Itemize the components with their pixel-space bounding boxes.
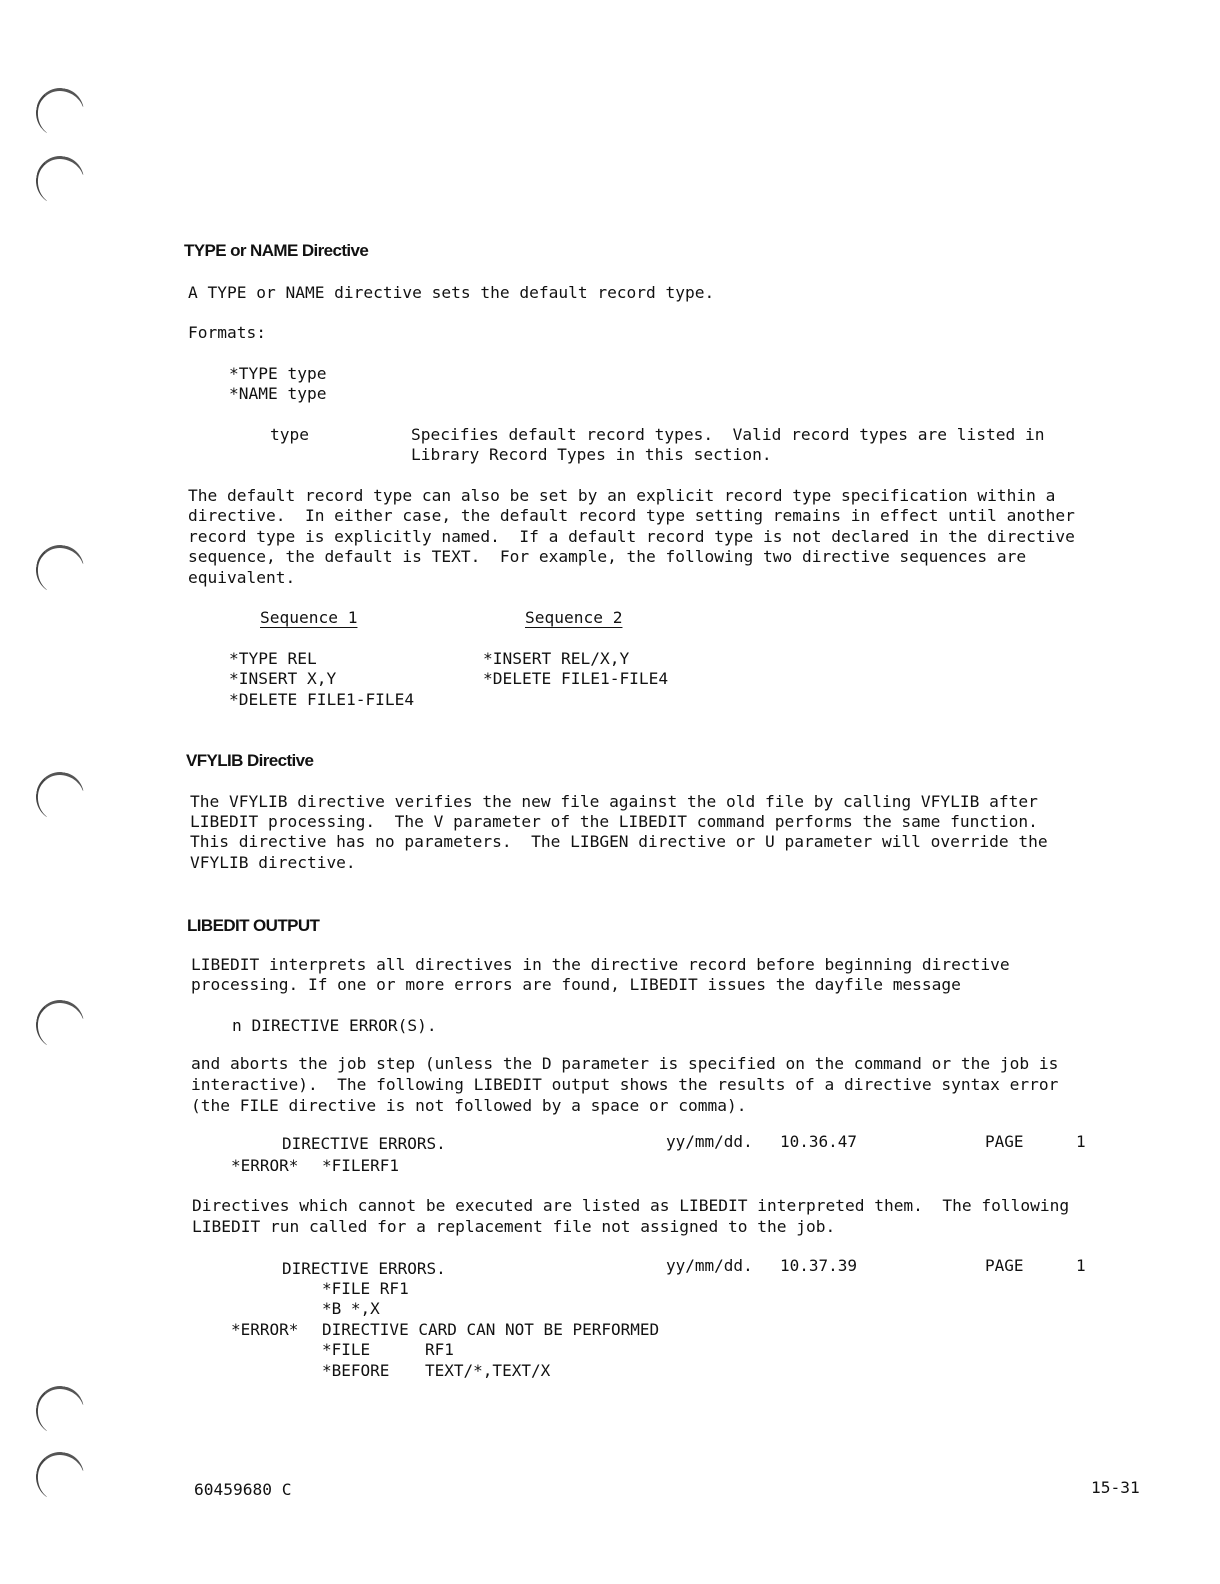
- error-text: *FILERF1: [322, 1156, 400, 1175]
- sequence-1-line: *TYPE REL: [229, 649, 317, 668]
- section-heading-vfylib: VFYLIB Directive: [186, 751, 314, 770]
- paragraph-line: directive. In either case, the default record type setting remains in effect until another: [188, 506, 1075, 525]
- paragraph-line: Directives which cannot be executed are listed as LIBEDIT interpreted them. The following: [192, 1196, 1070, 1215]
- section-heading-libedit-output: LIBEDIT OUTPUT: [187, 916, 320, 935]
- output-line: *BEFORE: [322, 1361, 390, 1380]
- punch-hole-1: [36, 88, 82, 134]
- output-line: *FILE: [322, 1340, 371, 1359]
- paragraph-line: The VFYLIB directive verifies the new file against the old file by calling VFYLIB after: [190, 792, 1038, 811]
- sequence-1-line: *DELETE FILE1-FILE4: [229, 690, 415, 709]
- dayfile-message: n DIRECTIVE ERROR(S).: [232, 1016, 437, 1035]
- sequence-1-header: Sequence 1: [260, 608, 358, 627]
- paragraph-line: record type is explicitly named. If a default record type is not declared in the directive: [188, 527, 1075, 546]
- paragraph-line: This directive has no parameters. The LIBGEN directive or U parameter will override the: [190, 832, 1048, 851]
- sequence-2-line: *DELETE FILE1-FILE4: [483, 669, 669, 688]
- punch-hole-5: [36, 1000, 82, 1046]
- punch-hole-6: [36, 1386, 82, 1432]
- output-page-number: 1: [1076, 1132, 1086, 1151]
- output-line: TEXT/*,TEXT/X: [425, 1361, 551, 1380]
- output-line: RF1: [425, 1340, 454, 1359]
- footer-page-number: 15-31: [1091, 1478, 1140, 1497]
- paragraph-line: interactive). The following LIBEDIT output shows the results of a directive syntax error: [191, 1075, 1059, 1094]
- punch-hole-7: [36, 1452, 82, 1498]
- param-description: Specifies default record types. Valid record types are listed in: [411, 425, 1045, 444]
- param-name: type: [270, 425, 309, 444]
- output-page-number: 1: [1076, 1256, 1086, 1275]
- punch-hole-2: [36, 156, 82, 202]
- output-title: DIRECTIVE ERRORS.: [282, 1259, 446, 1278]
- output-page-label: PAGE: [985, 1256, 1024, 1275]
- formats-label: Formats:: [188, 323, 266, 342]
- output-time: 10.37.39: [780, 1256, 858, 1275]
- footer-doc-number: 60459680 C: [194, 1480, 292, 1499]
- output-date: yy/mm/dd.: [666, 1256, 753, 1275]
- paragraph-line: processing. If one or more errors are found, LIBEDIT issues the dayfile message: [191, 975, 961, 994]
- output-date: yy/mm/dd.: [666, 1132, 753, 1151]
- paragraph-line: and aborts the job step (unless the D parameter is specified on the command or the job is: [191, 1054, 1059, 1073]
- punch-hole-3: [36, 545, 82, 591]
- output-page-label: PAGE: [985, 1132, 1024, 1151]
- paragraph-line: sequence, the default is TEXT. For example, the following two directive sequences are: [188, 547, 1027, 566]
- output-line: *FILE RF1: [322, 1279, 409, 1298]
- output-title: DIRECTIVE ERRORS.: [282, 1134, 446, 1153]
- paragraph-line: LIBEDIT run called for a replacement file not assigned to the job.: [192, 1217, 836, 1236]
- error-tag: *ERROR*: [231, 1156, 299, 1175]
- format-line: *NAME type: [229, 384, 327, 403]
- paragraph-line: LIBEDIT processing. The V parameter of the LIBEDIT command performs the same function.: [190, 812, 1038, 831]
- sequence-2-header: Sequence 2: [525, 608, 623, 627]
- section-heading-type-name: TYPE or NAME Directive: [184, 241, 369, 260]
- format-line: *TYPE type: [229, 364, 327, 383]
- punch-hole-4: [36, 772, 82, 818]
- error-tag: *ERROR*: [231, 1320, 299, 1339]
- paragraph-line: LIBEDIT interprets all directives in the directive record before beginning directive: [191, 955, 1010, 974]
- sequence-2-line: *INSERT REL/X,Y: [483, 649, 630, 668]
- paragraph-line: The default record type can also be set by an explicit record type specification within a: [188, 486, 1056, 505]
- paragraph-line: VFYLIB directive.: [190, 853, 356, 872]
- paragraph-line: equivalent.: [188, 568, 296, 587]
- param-description: Library Record Types in this section.: [411, 445, 772, 464]
- output-line: *B *,X: [322, 1299, 380, 1318]
- sequence-1-line: *INSERT X,Y: [229, 669, 337, 688]
- error-text: DIRECTIVE CARD CAN NOT BE PERFORMED: [322, 1320, 660, 1339]
- paragraph-line: (the FILE directive is not followed by a space or comma).: [191, 1096, 747, 1115]
- section-intro: A TYPE or NAME directive sets the default record type.: [188, 283, 715, 302]
- output-time: 10.36.47: [780, 1132, 858, 1151]
